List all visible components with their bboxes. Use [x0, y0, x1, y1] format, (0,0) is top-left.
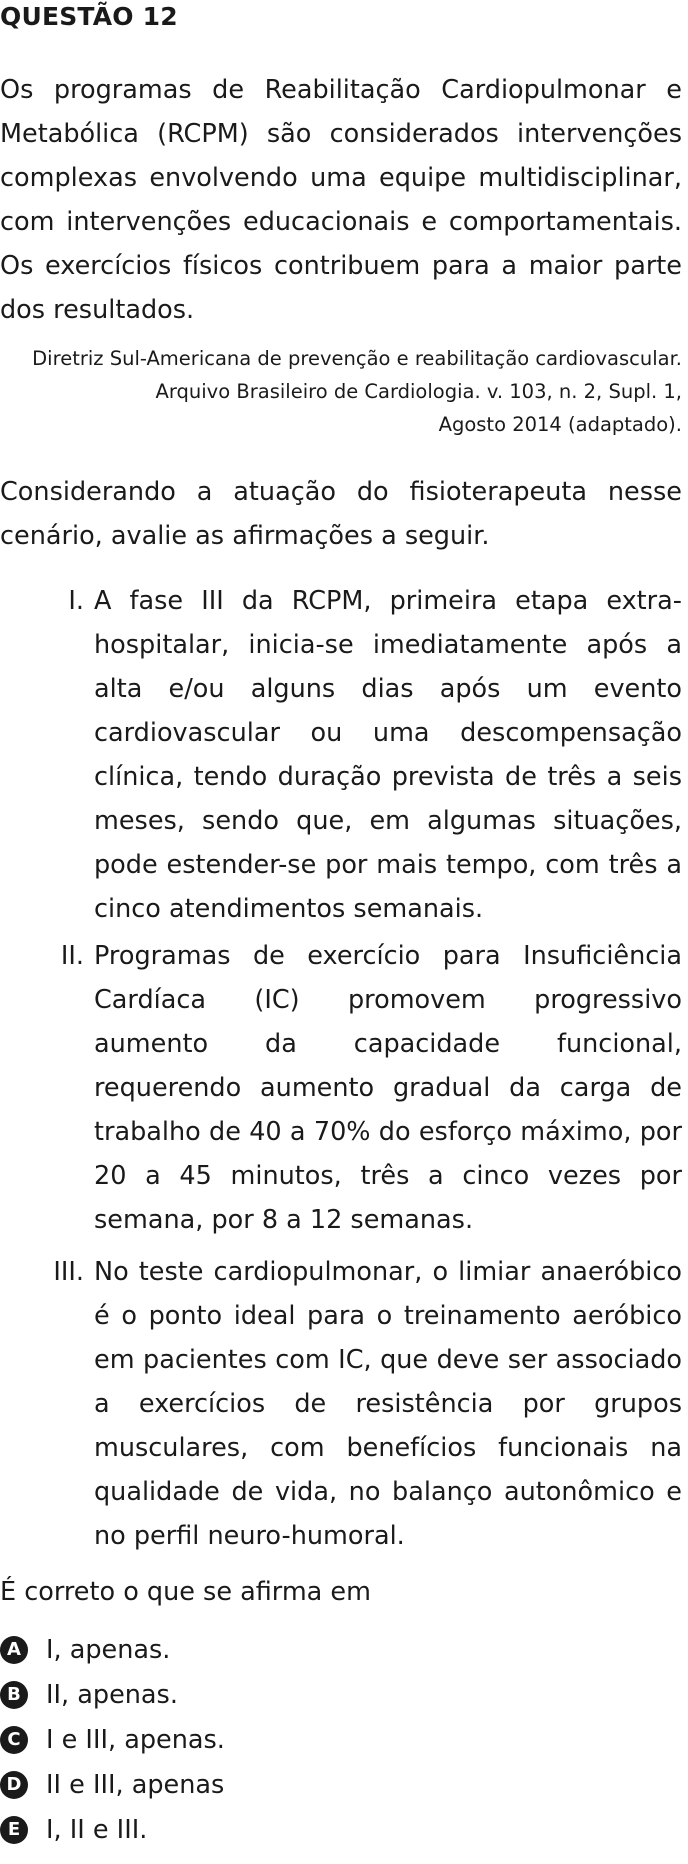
option-letter-badge: B	[0, 1681, 28, 1709]
option-letter-badge: C	[0, 1726, 28, 1754]
statement-text: A fase III da RCPM, primeira etapa extra-hospitalar, inicia-se imediatamente após a alta e/ou alguns dias após um evento cardiovascular ou uma descompensação clínica, tendo duração prevista de três a seis meses, sendo que, em algumas situações, pode estender-se por mais tempo, com três a cinco atendimentos semanais.	[94, 586, 682, 924]
statement-number: I.	[68, 586, 84, 616]
statement-number: III.	[53, 1257, 84, 1287]
option-letter-badge: E	[0, 1816, 28, 1844]
source-line: Arquivo Brasileiro de Cardiologia. v. 103, n. 2, Supl. 1,	[155, 380, 682, 403]
option-letter-badge: D	[0, 1771, 28, 1799]
answer-option-b[interactable]	[0, 1673, 684, 1713]
option-label: I, II e III.	[46, 1815, 148, 1845]
option-label: I e III, apenas.	[46, 1725, 225, 1755]
source-line: Agosto 2014 (adaptado).	[438, 413, 682, 436]
answer-option-e[interactable]	[0, 1808, 684, 1848]
option-label: I, apenas.	[46, 1635, 171, 1665]
answer-option-a[interactable]	[0, 1628, 684, 1668]
intro-paragraph: Os programas de Reabilitação Cardiopulmonar e Metabólica (RCPM) são considerados intervenções complexas envolvendo uma equipe multidisciplinar, com intervenções educacionais e comportamentais. Os exercícios físicos contribuem para a maior parte dos resultados.	[0, 75, 682, 325]
question-title: QUESTÃO 12	[0, 2, 178, 31]
question-prompt: É correto o que se afirma em	[0, 1577, 371, 1607]
statement-number: II.	[60, 941, 84, 971]
answer-option-d[interactable]	[0, 1763, 684, 1803]
option-label: II e III, apenas	[46, 1770, 225, 1800]
statement-text: Programas de exercício para Insuficiência Cardíaca (IC) promovem progressivo aumento da capacidade funcional, requerendo aumento gradual da carga de trabalho de 40 a 70% do esforço máximo, por 20 a 45 minutos, três a cinco vezes por semana, por 8 a 12 semanas.	[94, 941, 682, 1235]
source-line: Diretriz Sul-Americana de prevenção e reabilitação cardiovascular.	[32, 347, 682, 370]
answer-option-c[interactable]	[0, 1718, 684, 1758]
lead-paragraph: Considerando a atuação do fisioterapeuta nesse cenário, avalie as afirmações a seguir.	[0, 477, 682, 551]
source-citation	[0, 342, 682, 441]
option-letter-badge: A	[0, 1636, 28, 1664]
statement-text: No teste cardiopulmonar, o limiar anaeróbico é o ponto ideal para o treinamento aeróbico em pacientes com IC, que deve ser associado a exercícios de resistência por grupos musculares, com benefícios funcionais na qualidade de vida, no balanço autonômico e no perfil neuro-humoral.	[94, 1257, 682, 1551]
option-label: II, apenas.	[46, 1680, 178, 1710]
